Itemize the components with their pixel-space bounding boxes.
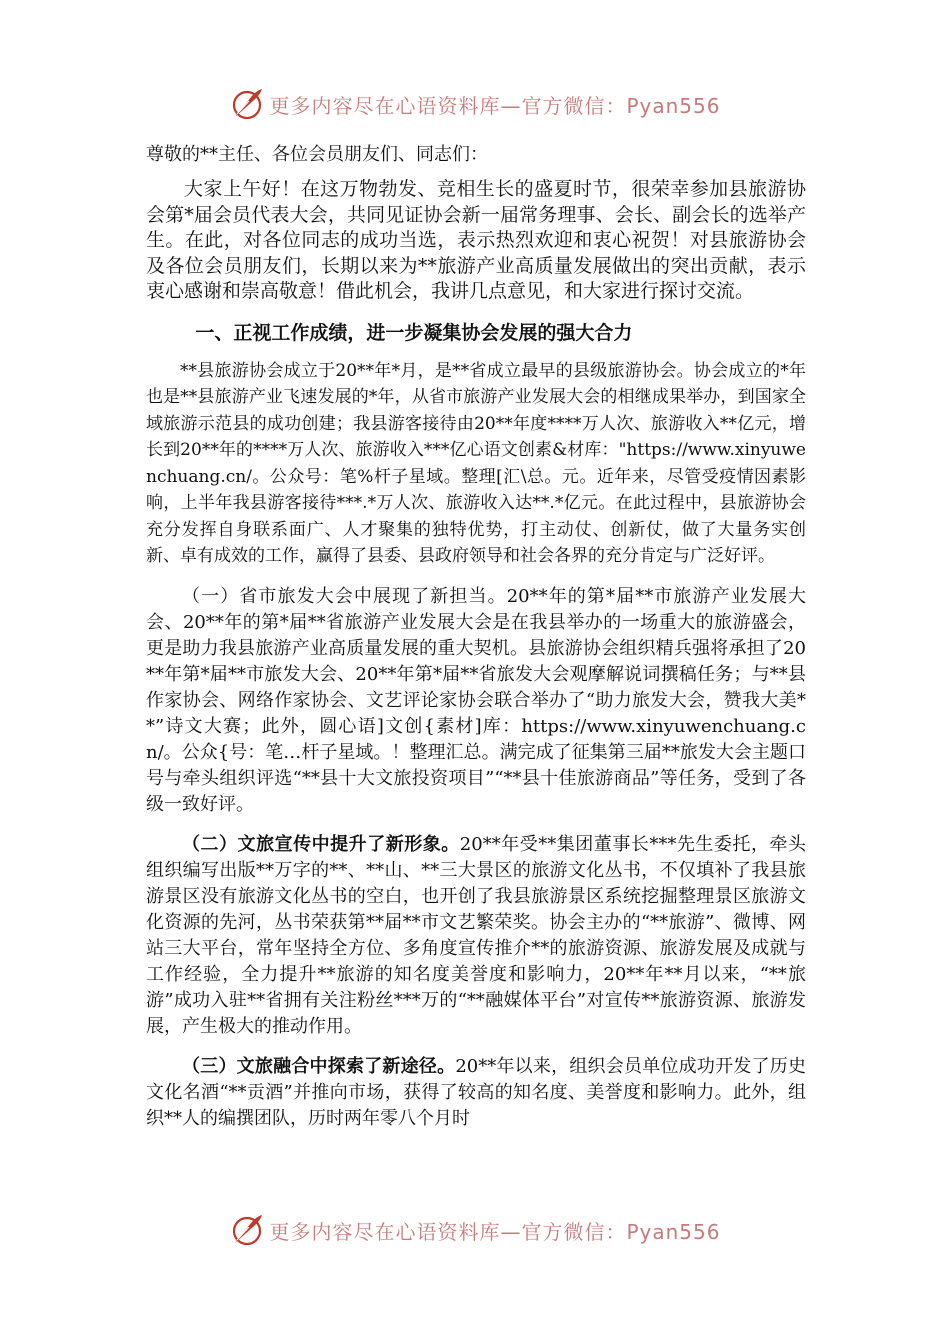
quill-logo-icon — [229, 1212, 265, 1248]
salutation: 尊敬的**主任、各位会员朋友们、同志们： — [146, 144, 488, 165]
subsection-text-3: 20**年以来，组织会员单位成功开发了历史文化名酒“**贡酒”并推向市场，获得了较高的知名度、美誉度和影响力。此外，组织**人的编撰团队，历时两年零八个月时 — [146, 1055, 806, 1129]
section-heading: 一、正视工作成绩，进一步凝集协会发展的强大合力 — [195, 321, 633, 344]
subsection-title-3: （三）文旅融合中探索了新途径。 — [182, 1055, 456, 1077]
document-body — [146, 142, 806, 1146]
subsection-paragraph-3 — [146, 1054, 806, 1132]
subsection-paragraph-2 — [146, 832, 806, 1040]
quill-logo-icon — [229, 86, 265, 122]
subsection-title-2: （二）文旅宣传中提升了新形象。 — [182, 833, 460, 855]
section-paragraph: **县旅游协会成立于20**年*月，是**省成立最早的县级旅游协会。协会成立的*年也是**县旅游产业飞速发展的*年，从省市旅游产业发展大会的相继成果举办，到国家全域旅游示范县的成功创建；我县游客接待由20**年度****万人次、旅游收入**亿元，增长到20**年的****万人次、旅游收入***亿心语文创素&材库："https://www.xinyuwenchuang.cn/。公众号：笔%杆子星域。整理[汇\总。元。近年来，尽管受疫情因素影响，上半年我县游客接待***.*万人次、旅游收入达**.*亿元。在此过程中，县旅游协会充分发挥自身联系面广、人才聚集的独特优势，打主动仗、创新仗，做了大量务实创新、卓有成效的工作，赢得了县委、县政府领导和社会各界的充分肯定与广泛好评。 — [146, 360, 806, 566]
footer-banner-text: 更多内容尽在心语资料库—官方微信：Pyan556 — [269, 1219, 721, 1244]
subsection-text-2: 20**年受**集团董事长***先生委托，牵头组织编写出版**万字的**、**山、**三大景区的旅游文化丛书，不仅填补了我县旅游景区没有旅游文化丛书的空白，也开创了我县旅游景区系统挖掘整理景区旅游文化资源的先河，丛书荣获第**届**市文艺繁荣奖。协会主办的“**旅游”、微博、网站三大平台，常年坚持全方位、多角度宣传推介**的旅游资源、旅游发展及成就与工作经验，全力提升**旅游的知名度美誉度和影响力，20**年**月以来，“**旅游”成功入驻**省拥有关注粉丝***万的“**融媒体平台”对宣传**旅游资源、旅游发展，产生极大的推动作用。 — [146, 833, 807, 1037]
intro-paragraph: 大家上午好！在这万物勃发、竞相生长的盛夏时节，很荣幸参加县旅游协会第*届会员代表大会，共同见证协会新一届常务理事、会长、副会长的选举产生。在此，对各位同志的成功当选，表示热烈欢迎和衷心祝贺！对县旅游协会及各位会员朋友们，长期以来为**旅游产业高质量发展做出的突出贡献，表示衷心感谢和崇高敬意！借此机会，我讲几点意见，和大家进行探讨交流。 — [146, 178, 806, 302]
header-banner-text: 更多内容尽在心语资料库—官方微信：Pyan556 — [269, 93, 721, 118]
footer-banner — [0, 1210, 950, 1250]
subsection-paragraph-1: （一）省市旅发大会中展现了新担当。20**年的第*届**市旅游产业发展大会、20**年的第*届**省旅游产业发展大会是在我县举办的一场重大的旅游盛会，更是助力我县旅游产业高质量发展的重大契机。县旅游协会组织精兵强将承担了20**年第*届**市旅发大会、20**年第*届**省旅发大会观摩解说词撰稿任务；与**县作家协会、网络作家协会、文艺评论家协会联合举办了“助力旅发大会，赞我大美**”诗文大赛；此外，圆心语]文创{素材]库：https://www.xinyuwenchuang.cn/。公众{号：笔…杆子星域。！整理汇总。满完成了征集第三届**旅发大会主题口号与牵头组织评选“**县十大文旅投资项目”“**县十佳旅游商品”等任务，受到了各级一致好评。 — [146, 585, 806, 815]
header-banner — [0, 84, 950, 124]
